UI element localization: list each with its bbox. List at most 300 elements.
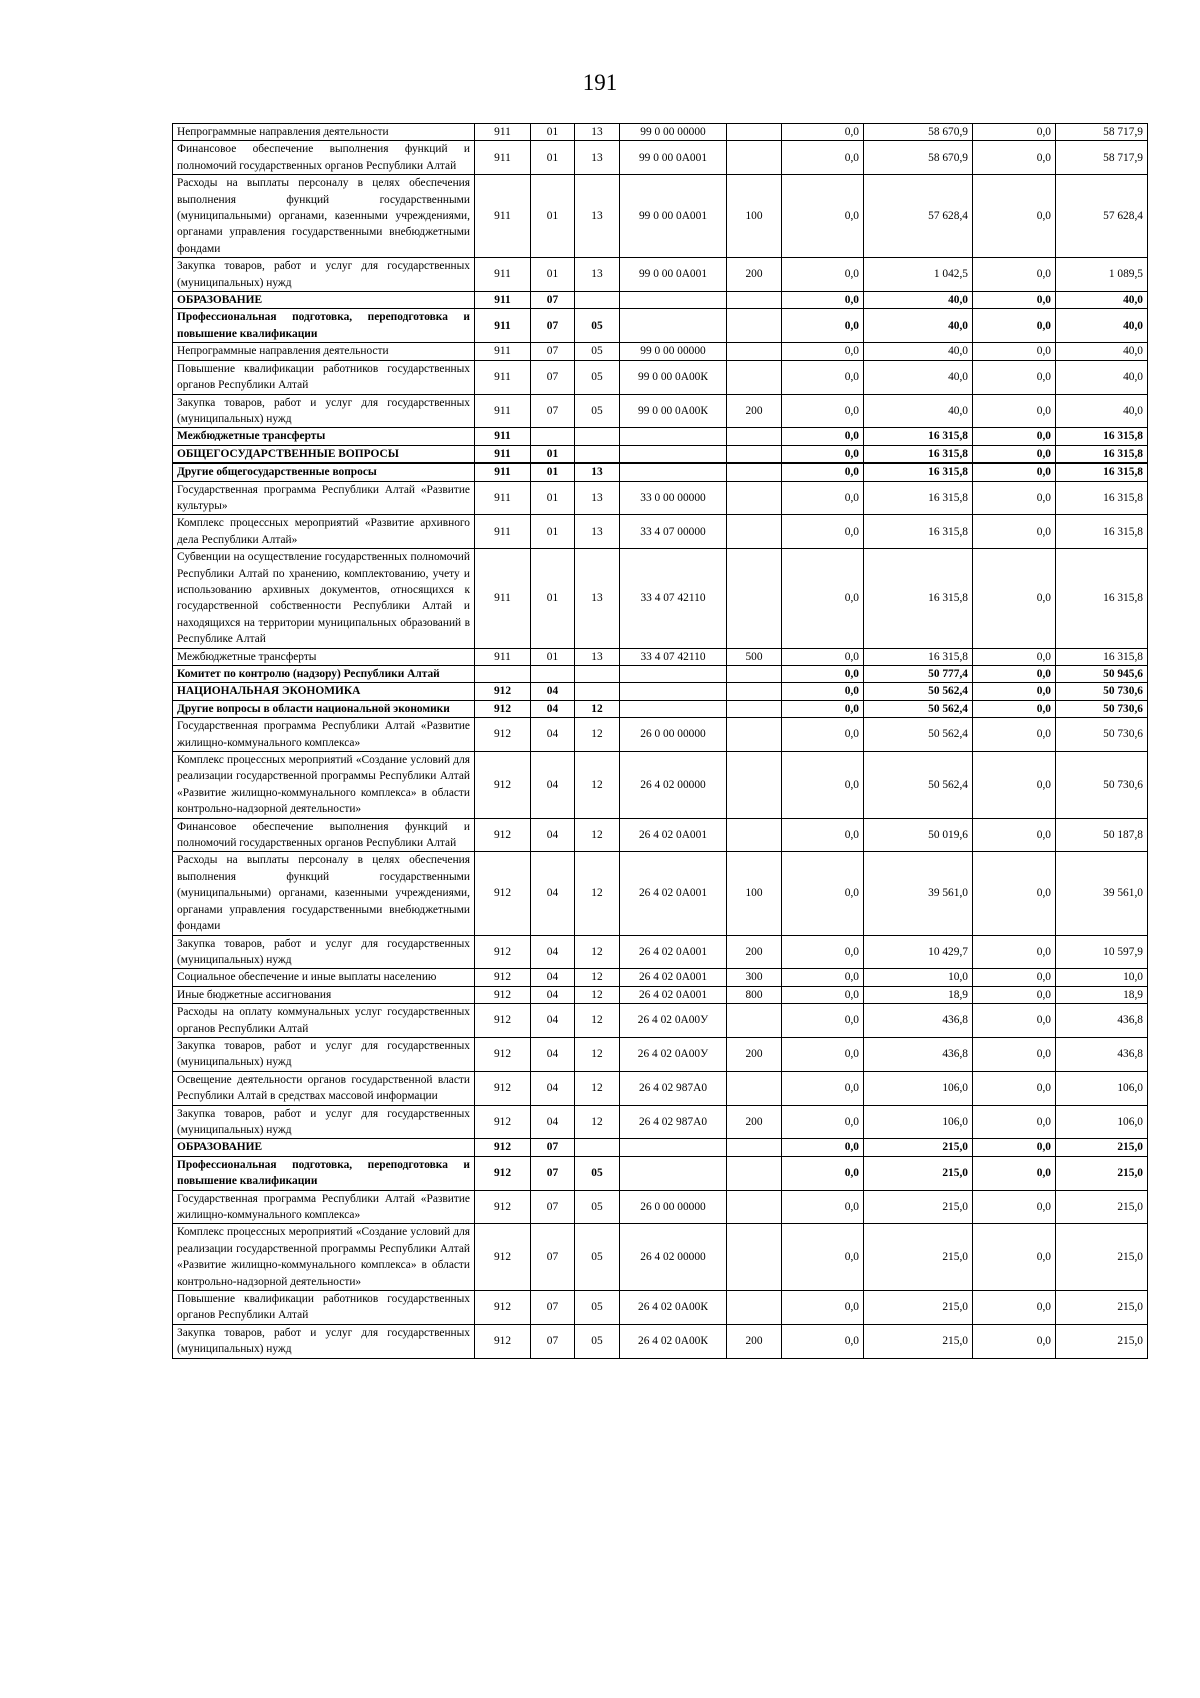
row-amount-4: 215,0 bbox=[1056, 1156, 1148, 1190]
row-section-code bbox=[531, 666, 575, 683]
row-name: Государственная программа Республики Алтай «Развитие жилищно-коммунального комплекса» bbox=[173, 1190, 475, 1224]
table-row bbox=[173, 1071, 1148, 1105]
row-amount-4: 16 315,8 bbox=[1056, 463, 1148, 481]
row-amount-1: 0,0 bbox=[782, 818, 864, 852]
row-section-code: 04 bbox=[531, 700, 575, 717]
row-amount-1: 0,0 bbox=[782, 666, 864, 683]
row-admin-code: 911 bbox=[475, 360, 531, 394]
table-row bbox=[173, 258, 1148, 292]
row-amount-3: 0,0 bbox=[973, 700, 1056, 717]
row-admin-code: 911 bbox=[475, 141, 531, 175]
table-row bbox=[173, 1105, 1148, 1139]
row-amount-1: 0,0 bbox=[782, 1071, 864, 1105]
row-amount-3: 0,0 bbox=[973, 463, 1056, 481]
row-target-code bbox=[620, 700, 727, 717]
row-amount-1: 0,0 bbox=[782, 141, 864, 175]
row-section-code: 01 bbox=[531, 175, 575, 258]
row-section-code: 04 bbox=[531, 969, 575, 986]
row-amount-4: 40,0 bbox=[1056, 309, 1148, 343]
row-target-code: 26 4 02 0А001 bbox=[620, 852, 727, 935]
row-name: Расходы на выплаты персоналу в целях обеспечения выполнения функций государственными (муниципальными) органами, казенными учреждениями, органами управления государственными внебюджетными фондами bbox=[173, 852, 475, 935]
row-amount-3: 0,0 bbox=[973, 141, 1056, 175]
row-amount-4: 50 730,6 bbox=[1056, 683, 1148, 700]
row-name: НАЦИОНАЛЬНАЯ ЭКОНОМИКА bbox=[173, 683, 475, 700]
table-row bbox=[173, 935, 1148, 969]
row-amount-4: 39 561,0 bbox=[1056, 852, 1148, 935]
table-row bbox=[173, 463, 1148, 481]
row-subsection-code: 13 bbox=[575, 515, 620, 549]
row-section-code: 04 bbox=[531, 752, 575, 819]
row-section-code: 07 bbox=[531, 1224, 575, 1291]
row-amount-1: 0,0 bbox=[782, 463, 864, 481]
row-section-code: 04 bbox=[531, 935, 575, 969]
row-section-code: 01 bbox=[531, 124, 575, 141]
row-subsection-code: 13 bbox=[575, 141, 620, 175]
row-subsection-code: 12 bbox=[575, 1004, 620, 1038]
row-amount-4: 50 730,6 bbox=[1056, 718, 1148, 752]
table-row bbox=[173, 175, 1148, 258]
row-target-code: 26 4 02 987А0 bbox=[620, 1071, 727, 1105]
row-subsection-code: 12 bbox=[575, 700, 620, 717]
row-expense-type-code bbox=[727, 292, 782, 309]
row-admin-code: 912 bbox=[475, 1105, 531, 1139]
row-target-code: 26 4 02 0А001 bbox=[620, 818, 727, 852]
row-subsection-code: 05 bbox=[575, 360, 620, 394]
row-amount-3: 0,0 bbox=[973, 445, 1056, 463]
row-amount-4: 436,8 bbox=[1056, 1004, 1148, 1038]
row-amount-1: 0,0 bbox=[782, 309, 864, 343]
row-name: Комитет по контролю (надзору) Республики Алтай bbox=[173, 666, 475, 683]
row-amount-4: 106,0 bbox=[1056, 1071, 1148, 1105]
table-row bbox=[173, 1291, 1148, 1325]
row-expense-type-code bbox=[727, 445, 782, 463]
row-name: Финансовое обеспечение выполнения функций и полномочий государственных органов Республики Алтай bbox=[173, 141, 475, 175]
row-amount-1: 0,0 bbox=[782, 394, 864, 428]
row-expense-type-code: 300 bbox=[727, 969, 782, 986]
row-target-code bbox=[620, 428, 727, 445]
row-name: Расходы на выплаты персоналу в целях обеспечения выполнения функций государственными (муниципальными) органами, казенными учреждениями, органами управления государственными внебюджетными фондами bbox=[173, 175, 475, 258]
table-row bbox=[173, 700, 1148, 717]
row-admin-code: 912 bbox=[475, 1224, 531, 1291]
row-amount-2: 40,0 bbox=[864, 309, 973, 343]
row-section-code: 07 bbox=[531, 1324, 575, 1358]
table-row bbox=[173, 1037, 1148, 1071]
table-row bbox=[173, 481, 1148, 515]
row-expense-type-code bbox=[727, 1291, 782, 1325]
row-name: Межбюджетные трансферты bbox=[173, 428, 475, 445]
row-amount-1: 0,0 bbox=[782, 1291, 864, 1325]
table-row bbox=[173, 969, 1148, 986]
row-admin-code: 911 bbox=[475, 292, 531, 309]
row-amount-1: 0,0 bbox=[782, 360, 864, 394]
row-subsection-code: 12 bbox=[575, 718, 620, 752]
row-amount-2: 16 315,8 bbox=[864, 648, 973, 665]
row-subsection-code: 13 bbox=[575, 648, 620, 665]
row-subsection-code: 13 bbox=[575, 124, 620, 141]
row-admin-code: 911 bbox=[475, 428, 531, 445]
row-name: ОБРАЗОВАНИЕ bbox=[173, 1139, 475, 1156]
row-name: Закупка товаров, работ и услуг для государственных (муниципальных) нужд bbox=[173, 1324, 475, 1358]
row-subsection-code: 12 bbox=[575, 1037, 620, 1071]
row-expense-type-code: 100 bbox=[727, 852, 782, 935]
row-target-code: 99 0 00 0А001 bbox=[620, 175, 727, 258]
row-admin-code: 911 bbox=[475, 549, 531, 648]
row-amount-2: 215,0 bbox=[864, 1156, 973, 1190]
table-row bbox=[173, 818, 1148, 852]
row-target-code: 33 4 07 00000 bbox=[620, 515, 727, 549]
row-section-code: 07 bbox=[531, 394, 575, 428]
row-section-code: 04 bbox=[531, 1105, 575, 1139]
row-amount-4: 50 945,6 bbox=[1056, 666, 1148, 683]
row-amount-2: 16 315,8 bbox=[864, 515, 973, 549]
row-amount-3: 0,0 bbox=[973, 1156, 1056, 1190]
row-target-code: 26 0 00 00000 bbox=[620, 1190, 727, 1224]
row-amount-1: 0,0 bbox=[782, 683, 864, 700]
row-subsection-code: 05 bbox=[575, 343, 620, 360]
row-amount-2: 16 315,8 bbox=[864, 445, 973, 463]
row-section-code: 07 bbox=[531, 1156, 575, 1190]
row-admin-code: 911 bbox=[475, 258, 531, 292]
table-row bbox=[173, 1324, 1148, 1358]
row-name: Расходы на оплату коммунальных услуг государственных органов Республики Алтай bbox=[173, 1004, 475, 1038]
table-row bbox=[173, 360, 1148, 394]
row-name: Социальное обеспечение и иные выплаты населению bbox=[173, 969, 475, 986]
table-row bbox=[173, 549, 1148, 648]
row-amount-4: 215,0 bbox=[1056, 1291, 1148, 1325]
row-subsection-code bbox=[575, 666, 620, 683]
row-amount-1: 0,0 bbox=[782, 1139, 864, 1156]
row-admin-code: 912 bbox=[475, 986, 531, 1003]
row-amount-2: 50 777,4 bbox=[864, 666, 973, 683]
row-subsection-code: 05 bbox=[575, 1190, 620, 1224]
row-target-code: 26 4 02 0А001 bbox=[620, 935, 727, 969]
row-amount-4: 215,0 bbox=[1056, 1224, 1148, 1291]
row-expense-type-code: 200 bbox=[727, 935, 782, 969]
row-amount-4: 58 717,9 bbox=[1056, 124, 1148, 141]
row-admin-code: 912 bbox=[475, 700, 531, 717]
row-section-code: 01 bbox=[531, 258, 575, 292]
table-row bbox=[173, 515, 1148, 549]
row-amount-4: 215,0 bbox=[1056, 1324, 1148, 1358]
row-section-code: 07 bbox=[531, 1291, 575, 1325]
row-expense-type-code bbox=[727, 515, 782, 549]
row-admin-code: 912 bbox=[475, 1324, 531, 1358]
table-row bbox=[173, 445, 1148, 463]
row-expense-type-code: 200 bbox=[727, 258, 782, 292]
row-target-code: 26 4 02 00000 bbox=[620, 1224, 727, 1291]
row-amount-1: 0,0 bbox=[782, 445, 864, 463]
row-amount-4: 16 315,8 bbox=[1056, 445, 1148, 463]
row-name: Комплекс процессных мероприятий «Развитие архивного дела Республики Алтай» bbox=[173, 515, 475, 549]
row-amount-2: 215,0 bbox=[864, 1190, 973, 1224]
row-amount-1: 0,0 bbox=[782, 1190, 864, 1224]
row-subsection-code bbox=[575, 428, 620, 445]
row-target-code bbox=[620, 666, 727, 683]
row-expense-type-code bbox=[727, 343, 782, 360]
table-row bbox=[173, 428, 1148, 445]
row-target-code bbox=[620, 445, 727, 463]
row-amount-3: 0,0 bbox=[973, 969, 1056, 986]
row-expense-type-code bbox=[727, 141, 782, 175]
row-subsection-code: 05 bbox=[575, 1224, 620, 1291]
row-amount-1: 0,0 bbox=[782, 1224, 864, 1291]
row-amount-4: 18,9 bbox=[1056, 986, 1148, 1003]
row-target-code bbox=[620, 309, 727, 343]
table-row bbox=[173, 1224, 1148, 1291]
row-name: Комплекс процессных мероприятий «Создание условий для реализации государственной программы Республики Алтай «Развитие жилищно-коммунального комплекса» в области контрольно-надзорной деятельности» bbox=[173, 752, 475, 819]
row-subsection-code bbox=[575, 292, 620, 309]
row-amount-3: 0,0 bbox=[973, 1105, 1056, 1139]
table-row bbox=[173, 852, 1148, 935]
row-target-code bbox=[620, 683, 727, 700]
row-section-code: 01 bbox=[531, 141, 575, 175]
row-name: ОБРАЗОВАНИЕ bbox=[173, 292, 475, 309]
row-amount-2: 16 315,8 bbox=[864, 463, 973, 481]
row-amount-1: 0,0 bbox=[782, 343, 864, 360]
row-amount-2: 50 019,6 bbox=[864, 818, 973, 852]
row-expense-type-code bbox=[727, 818, 782, 852]
row-expense-type-code bbox=[727, 309, 782, 343]
row-admin-code: 911 bbox=[475, 481, 531, 515]
row-name: Межбюджетные трансферты bbox=[173, 648, 475, 665]
row-section-code: 01 bbox=[531, 648, 575, 665]
row-amount-2: 215,0 bbox=[864, 1224, 973, 1291]
row-section-code: 04 bbox=[531, 1071, 575, 1105]
row-subsection-code: 12 bbox=[575, 969, 620, 986]
row-admin-code: 912 bbox=[475, 1190, 531, 1224]
row-admin-code: 912 bbox=[475, 1037, 531, 1071]
row-subsection-code bbox=[575, 445, 620, 463]
row-amount-4: 57 628,4 bbox=[1056, 175, 1148, 258]
row-amount-2: 40,0 bbox=[864, 343, 973, 360]
row-amount-4: 40,0 bbox=[1056, 394, 1148, 428]
row-amount-1: 0,0 bbox=[782, 258, 864, 292]
row-amount-2: 215,0 bbox=[864, 1291, 973, 1325]
row-subsection-code: 12 bbox=[575, 935, 620, 969]
row-amount-2: 10,0 bbox=[864, 969, 973, 986]
row-subsection-code: 13 bbox=[575, 258, 620, 292]
row-amount-2: 436,8 bbox=[864, 1037, 973, 1071]
row-amount-2: 57 628,4 bbox=[864, 175, 973, 258]
row-amount-3: 0,0 bbox=[973, 175, 1056, 258]
row-amount-1: 0,0 bbox=[782, 935, 864, 969]
row-amount-2: 18,9 bbox=[864, 986, 973, 1003]
row-amount-3: 0,0 bbox=[973, 935, 1056, 969]
row-admin-code: 912 bbox=[475, 852, 531, 935]
row-target-code bbox=[620, 463, 727, 481]
row-subsection-code: 13 bbox=[575, 549, 620, 648]
row-admin-code: 912 bbox=[475, 683, 531, 700]
row-section-code: 07 bbox=[531, 360, 575, 394]
row-amount-1: 0,0 bbox=[782, 1105, 864, 1139]
row-admin-code: 911 bbox=[475, 463, 531, 481]
row-amount-2: 436,8 bbox=[864, 1004, 973, 1038]
row-section-code: 01 bbox=[531, 515, 575, 549]
row-amount-1: 0,0 bbox=[782, 292, 864, 309]
row-target-code: 99 0 00 00000 bbox=[620, 343, 727, 360]
row-amount-1: 0,0 bbox=[782, 1324, 864, 1358]
row-admin-code: 911 bbox=[475, 343, 531, 360]
row-expense-type-code bbox=[727, 700, 782, 717]
row-admin-code: 912 bbox=[475, 718, 531, 752]
row-name: Комплекс процессных мероприятий «Создание условий для реализации государственной программы Республики Алтай «Развитие жилищно-коммунального комплекса» в области контрольно-надзорной деятельности» bbox=[173, 1224, 475, 1291]
row-amount-3: 0,0 bbox=[973, 1224, 1056, 1291]
row-name: Государственная программа Республики Алтай «Развитие жилищно-коммунального комплекса» bbox=[173, 718, 475, 752]
row-amount-2: 16 315,8 bbox=[864, 481, 973, 515]
row-admin-code: 912 bbox=[475, 1004, 531, 1038]
row-amount-2: 106,0 bbox=[864, 1071, 973, 1105]
row-section-code: 04 bbox=[531, 718, 575, 752]
row-name: Освещение деятельности органов государственной власти Республики Алтай в средствах массовой информации bbox=[173, 1071, 475, 1105]
row-target-code: 26 4 02 0А001 bbox=[620, 969, 727, 986]
budget-table bbox=[172, 123, 1148, 1359]
row-admin-code: 912 bbox=[475, 752, 531, 819]
table-row bbox=[173, 1190, 1148, 1224]
row-amount-3: 0,0 bbox=[973, 481, 1056, 515]
row-amount-4: 50 730,6 bbox=[1056, 700, 1148, 717]
row-name: Субвенции на осуществление государственных полномочий Республики Алтай по хранению, комплектованию, учету и использованию архивных документов, относящихся к государственной собственности Республики Алтай и находящихся на территории муниципальных образований в Республике Алтай bbox=[173, 549, 475, 648]
row-subsection-code bbox=[575, 683, 620, 700]
row-amount-1: 0,0 bbox=[782, 752, 864, 819]
row-name: Закупка товаров, работ и услуг для государственных (муниципальных) нужд bbox=[173, 258, 475, 292]
table-row bbox=[173, 394, 1148, 428]
row-amount-2: 50 562,4 bbox=[864, 718, 973, 752]
row-expense-type-code: 200 bbox=[727, 1324, 782, 1358]
row-amount-1: 0,0 bbox=[782, 1004, 864, 1038]
row-target-code bbox=[620, 1156, 727, 1190]
table-row bbox=[173, 666, 1148, 683]
row-section-code: 01 bbox=[531, 549, 575, 648]
row-name: Непрограммные направления деятельности bbox=[173, 343, 475, 360]
row-name: Непрограммные направления деятельности bbox=[173, 124, 475, 141]
row-amount-4: 10,0 bbox=[1056, 969, 1148, 986]
row-name: Государственная программа Республики Алтай «Развитие культуры» bbox=[173, 481, 475, 515]
row-admin-code: 912 bbox=[475, 818, 531, 852]
row-section-code bbox=[531, 428, 575, 445]
row-name: Профессиональная подготовка, переподготовка и повышение квалификации bbox=[173, 1156, 475, 1190]
row-amount-3: 0,0 bbox=[973, 360, 1056, 394]
row-section-code: 07 bbox=[531, 343, 575, 360]
row-expense-type-code bbox=[727, 1004, 782, 1038]
row-amount-1: 0,0 bbox=[782, 648, 864, 665]
row-section-code: 07 bbox=[531, 309, 575, 343]
row-target-code: 99 0 00 0А001 bbox=[620, 258, 727, 292]
row-amount-4: 50 730,6 bbox=[1056, 752, 1148, 819]
row-admin-code: 911 bbox=[475, 175, 531, 258]
row-amount-3: 0,0 bbox=[973, 309, 1056, 343]
row-name: Иные бюджетные ассигнования bbox=[173, 986, 475, 1003]
row-target-code: 99 0 00 0А00К bbox=[620, 360, 727, 394]
row-name: Закупка товаров, работ и услуг для государственных (муниципальных) нужд bbox=[173, 1105, 475, 1139]
row-expense-type-code bbox=[727, 549, 782, 648]
row-amount-3: 0,0 bbox=[973, 1190, 1056, 1224]
row-target-code: 33 0 00 00000 bbox=[620, 481, 727, 515]
row-admin-code bbox=[475, 666, 531, 683]
row-expense-type-code bbox=[727, 463, 782, 481]
row-amount-2: 16 315,8 bbox=[864, 549, 973, 648]
row-expense-type-code bbox=[727, 666, 782, 683]
row-target-code: 26 4 02 0А00К bbox=[620, 1291, 727, 1325]
row-target-code: 26 4 02 0А00К bbox=[620, 1324, 727, 1358]
row-name: Другие общегосударственные вопросы bbox=[173, 463, 475, 481]
row-expense-type-code bbox=[727, 1071, 782, 1105]
row-amount-2: 50 562,4 bbox=[864, 700, 973, 717]
row-amount-2: 16 315,8 bbox=[864, 428, 973, 445]
table-row bbox=[173, 683, 1148, 700]
row-subsection-code: 12 bbox=[575, 1071, 620, 1105]
row-name: Повышение квалификации работников государственных органов Республики Алтай bbox=[173, 360, 475, 394]
row-expense-type-code: 800 bbox=[727, 986, 782, 1003]
row-amount-3: 0,0 bbox=[973, 718, 1056, 752]
row-target-code: 33 4 07 42110 bbox=[620, 549, 727, 648]
row-name: Профессиональная подготовка, переподготовка и повышение квалификации bbox=[173, 309, 475, 343]
row-amount-1: 0,0 bbox=[782, 852, 864, 935]
row-target-code bbox=[620, 292, 727, 309]
row-amount-3: 0,0 bbox=[973, 515, 1056, 549]
row-subsection-code: 05 bbox=[575, 394, 620, 428]
row-amount-2: 39 561,0 bbox=[864, 852, 973, 935]
row-amount-3: 0,0 bbox=[973, 549, 1056, 648]
row-amount-4: 215,0 bbox=[1056, 1190, 1148, 1224]
row-section-code: 01 bbox=[531, 445, 575, 463]
row-amount-3: 0,0 bbox=[973, 1324, 1056, 1358]
row-amount-4: 16 315,8 bbox=[1056, 648, 1148, 665]
row-expense-type-code bbox=[727, 752, 782, 819]
row-amount-4: 58 717,9 bbox=[1056, 141, 1148, 175]
row-name: Повышение квалификации работников государственных органов Республики Алтай bbox=[173, 1291, 475, 1325]
row-amount-2: 106,0 bbox=[864, 1105, 973, 1139]
row-expense-type-code bbox=[727, 683, 782, 700]
row-section-code: 07 bbox=[531, 1139, 575, 1156]
row-expense-type-code bbox=[727, 428, 782, 445]
row-subsection-code: 05 bbox=[575, 1291, 620, 1325]
table-row bbox=[173, 986, 1148, 1003]
row-expense-type-code bbox=[727, 718, 782, 752]
row-target-code: 26 4 02 00000 bbox=[620, 752, 727, 819]
page-number: 191 bbox=[582, 70, 618, 95]
row-subsection-code: 05 bbox=[575, 309, 620, 343]
row-expense-type-code: 200 bbox=[727, 1037, 782, 1071]
row-amount-1: 0,0 bbox=[782, 1156, 864, 1190]
row-amount-1: 0,0 bbox=[782, 175, 864, 258]
row-amount-2: 1 042,5 bbox=[864, 258, 973, 292]
row-amount-2: 58 670,9 bbox=[864, 141, 973, 175]
row-amount-2: 40,0 bbox=[864, 360, 973, 394]
row-target-code: 26 4 02 0А00У bbox=[620, 1004, 727, 1038]
row-target-code bbox=[620, 1139, 727, 1156]
row-amount-3: 0,0 bbox=[973, 258, 1056, 292]
row-amount-3: 0,0 bbox=[973, 343, 1056, 360]
table-row bbox=[173, 752, 1148, 819]
row-admin-code: 912 bbox=[475, 1291, 531, 1325]
row-amount-1: 0,0 bbox=[782, 481, 864, 515]
row-amount-3: 0,0 bbox=[973, 1071, 1056, 1105]
row-amount-3: 0,0 bbox=[973, 648, 1056, 665]
row-admin-code: 912 bbox=[475, 1139, 531, 1156]
row-admin-code: 911 bbox=[475, 648, 531, 665]
row-subsection-code: 12 bbox=[575, 818, 620, 852]
row-amount-2: 50 562,4 bbox=[864, 683, 973, 700]
table-row bbox=[173, 124, 1148, 141]
row-amount-2: 58 670,9 bbox=[864, 124, 973, 141]
row-amount-3: 0,0 bbox=[973, 752, 1056, 819]
row-amount-4: 16 315,8 bbox=[1056, 549, 1148, 648]
row-subsection-code: 13 bbox=[575, 463, 620, 481]
row-subsection-code: 12 bbox=[575, 752, 620, 819]
row-target-code: 26 4 02 0А00У bbox=[620, 1037, 727, 1071]
row-admin-code: 912 bbox=[475, 935, 531, 969]
row-section-code: 04 bbox=[531, 852, 575, 935]
